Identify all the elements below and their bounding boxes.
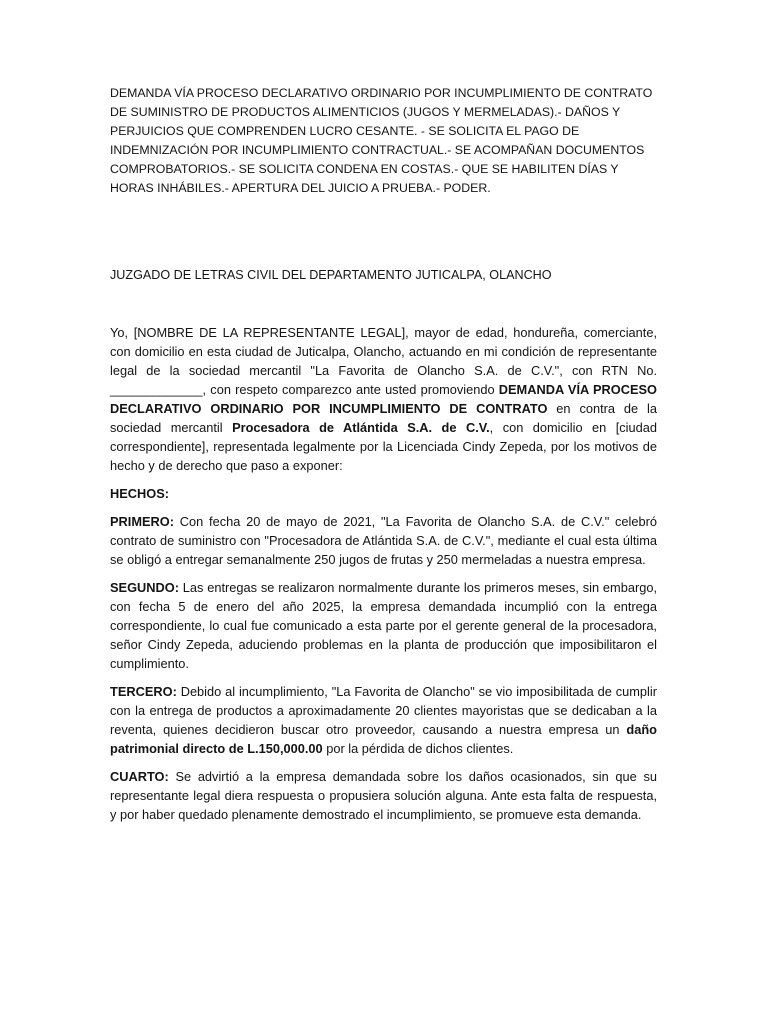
hechos-heading: HECHOS: [110,486,170,501]
fact-tercero-damage-amount: daño patrimonial directo de L.150,000.00 [110,722,657,756]
intro-text-3: en contra de la sociedad mercantil [110,401,657,435]
fact-tercero [110,682,657,758]
intro-paragraph [110,323,657,475]
fact-tercero-text-1: Debido al incumplimiento, "La Favorita de Olancho" se vio imposibilitada de cumplir con la entrega de productos a aproximadamente 20 clientes mayoristas que se dedicaban a la reventa, quienes decidieron buscar otro proveedor, causando a nuestra empresa un [110,684,657,737]
fact-cuarto-text: Se advirtió a la empresa demandada sobre los daños ocasionados, sin que su representante legal diera respuesta o propusiera solución alguna. Ante esta falta de respuesta, y por haber quedado plenamente demostrado el incumplimiento, se promueve esta demanda. [110,769,657,822]
fact-tercero-text-2: por la pérdida de dichos clientes. [322,741,514,756]
intro-defendant-name: Procesadora de Atlántida S.A. de C.V. [232,420,490,435]
fact-segundo-text: Las entregas se realizaron normalmente durante los primeros meses, sin embargo, con fecha 5 de enero del año 2025, la empresa demandada incumplió con la entrega correspondiente, lo cual fue comunicado a esta parte por el gerente general de la procesadora, señor Cindy Zepeda, aduciendo problemas en la planta de producción que imposibilitaron el cumplimiento. [110,580,657,671]
fact-primero-text: Con fecha 20 de mayo de 2021, "La Favorita de Olancho S.A. de C.V." celebró contrato de suministro con "Procesadora de Atlántida S.A. de C.V.", mediante el cual esta última se obligó a entregar semanalmente 250 jugos de frutas y 250 mermeladas a nuestra empresa. [110,514,657,567]
intro-text-2: , con respeto comparezco ante usted promoviendo [202,382,499,397]
intro-text-4: , con domicilio en [ciudad correspondiente], representada legalmente por la Licenciada Cindy Zepeda, por los motivos de hecho y de derecho que paso a exponer: [110,420,657,473]
intro-text-1: Yo, [NOMBRE DE LA REPRESENTANTE LEGAL], mayor de edad, hondureña, comerciante, con domicilio en esta ciudad de Juticalpa, Olancho, actuando en mi condición de representante legal de la sociedad mercantil "La Favorita de Olancho S.A. de C.V.", con RTN No. [110,325,657,378]
fact-primero-label: PRIMERO: [110,514,174,529]
fact-cuarto [110,767,657,824]
fact-primero [110,512,657,569]
fact-segundo [110,578,657,673]
document-summary-heading: DEMANDA VÍA PROCESO DECLARATIVO ORDINARIO POR INCUMPLIMIENTO DE CONTRATO DE SUMINISTRO DE PRODUCTOS ALIMENTICIOS (JUGOS Y MERMELADAS).- DAÑOS Y PERJUICIOS QUE COMPRENDEN LUCRO CESANTE. - SE SOLICITA EL PAGO DE INDEMNIZACIÓN POR INCUMPLIMIENTO CONTRACTUAL.- SE ACOMPAÑAN DOCUMENTOS COMPROBATORIOS.- SE SOLICITA CONDENA EN COSTAS.- QUE SE HABILITEN DÍAS Y HORAS INHÁBILES.- APERTURA DEL JUICIO A PRUEBA.- PODER. [110,86,653,195]
fact-segundo-label: SEGUNDO: [110,580,179,595]
intro-demand-title: DEMANDA VÍA PROCESO DECLARATIVO ORDINARIO POR INCUMPLIMIENTO DE CONTRATO [110,382,657,416]
rtn-blank: _____________ [110,382,203,397]
document-page [110,84,657,824]
court-heading: JUZGADO DE LETRAS CIVIL DEL DEPARTAMENTO JUTICALPA, OLANCHO [110,268,552,282]
fact-tercero-label: TERCERO: [110,684,177,699]
fact-cuarto-label: CUARTO: [110,769,169,784]
